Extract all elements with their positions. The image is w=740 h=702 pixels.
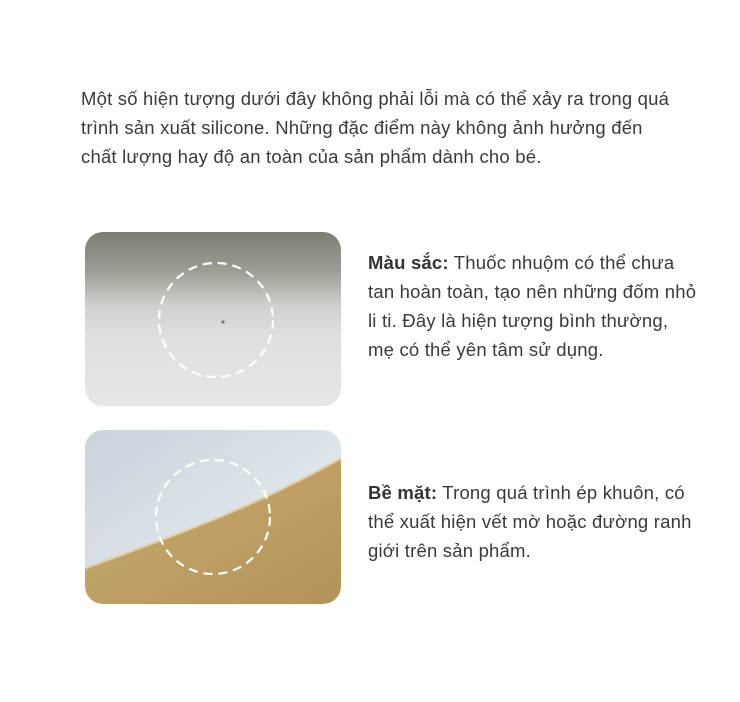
color-description — [368, 248, 698, 364]
silicone-color-speck-photo — [85, 232, 341, 406]
surface-description — [368, 478, 698, 565]
intro-paragraph: Một số hiện tượng dưới đây không phải lỗi mà có thể xảy ra trong quá trình sản xuất silicone. Những đặc điểm này không ảnh hưởng đến chất lượng hay độ an toàn của sản phẩm dành cho bé. — [81, 88, 670, 167]
speck-dot — [221, 320, 224, 323]
color-text: Thuốc nhuộm có thể chưa tan hoàn toàn, tạo nên những đốm nhỏ li ti. Đây là hiện tượng bình thường, mẹ có thể yên tâm sử dụng. — [368, 252, 697, 360]
color-label: Màu sắc: — [368, 252, 449, 273]
surface-text: Trong quá trình ép khuôn, có thể xuất hiện vết mờ hoặc đường ranh giới trên sản phẩm. — [368, 482, 692, 561]
silicone-surface-line-photo — [85, 430, 341, 604]
surface-label: Bề mặt: — [368, 482, 438, 503]
